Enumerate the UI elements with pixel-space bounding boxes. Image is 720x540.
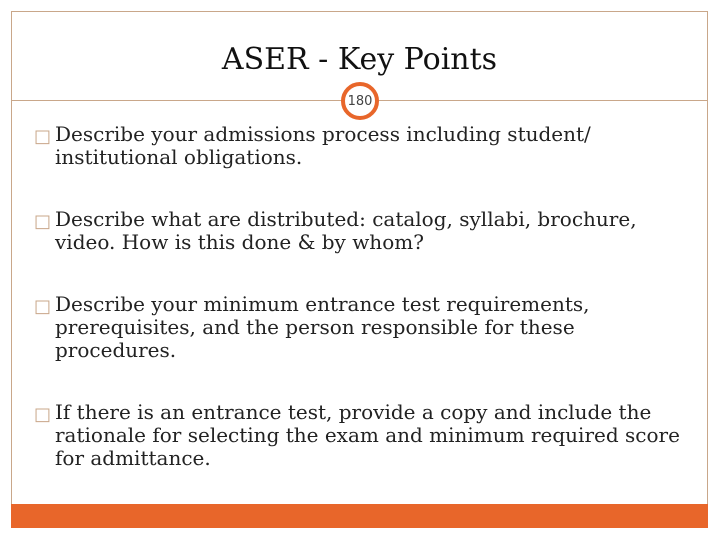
slide-title: ASER - Key Points [221,42,498,77]
bullet-list [34,123,684,509]
bullet-text: If there is an entrance test, provide a copy and include the rationale for selecting the exam and minimum required score for admittance. [55,400,680,470]
page-number: 180 [347,93,373,109]
bullet-icon: □ [34,296,52,317]
bullet-item [34,123,684,169]
bullet-text: Describe your admissions process including student/ institutional obligations. [55,122,591,169]
page-number-badge [341,82,379,120]
bullet-item [34,401,684,470]
bullet-icon: □ [34,211,52,232]
bullet-item [34,293,684,362]
bullet-icon: □ [34,404,52,425]
footer-accent-bar [11,504,708,528]
bullet-icon: □ [34,126,52,147]
bullet-item [34,208,684,254]
bullet-text: Describe what are distributed: catalog, syllabi, brochure, video. How is this done & by whom? [55,207,637,254]
bullet-text: Describe your minimum entrance test requirements, prerequisites, and the person responsible for these procedures. [55,292,590,362]
